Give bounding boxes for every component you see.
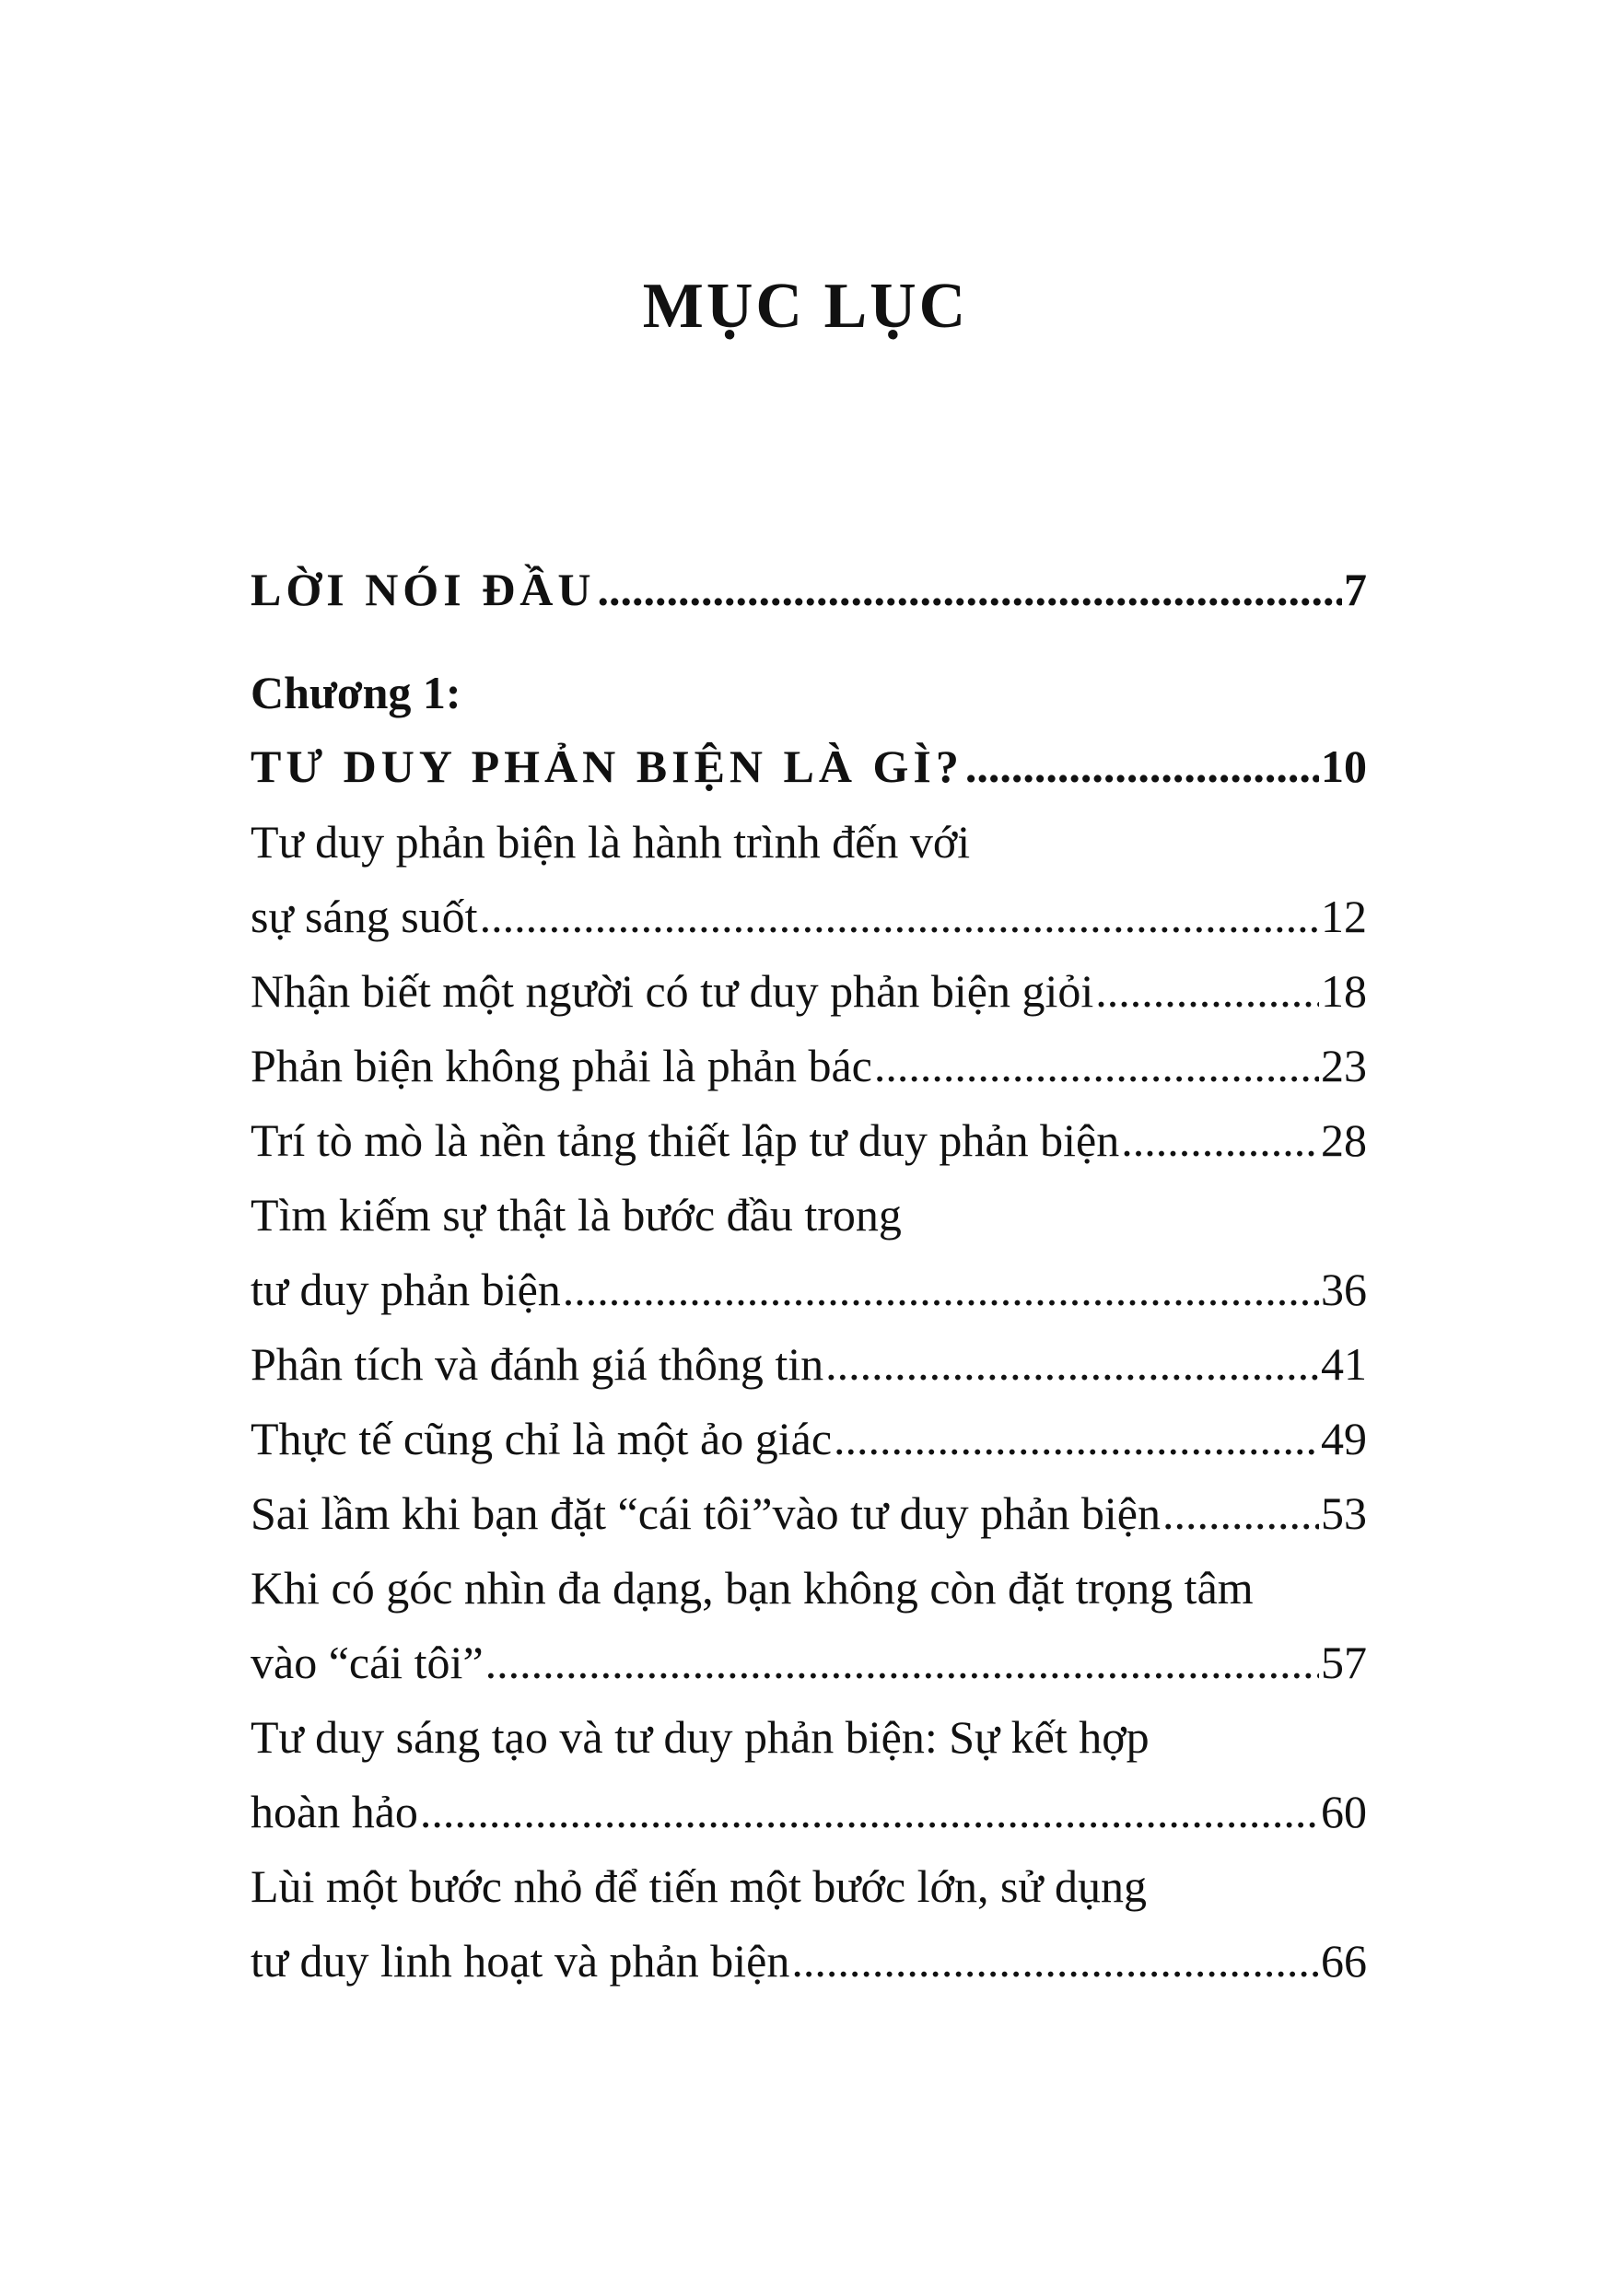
- dot-leader: [791, 1924, 1319, 1998]
- page-title: MỤC LỤC: [642, 271, 969, 342]
- toc-entry-line[interactable]: Tìm kiếm sự thật là bước đầu trong: [251, 1189, 902, 1241]
- toc-page-number: 53: [1321, 1487, 1367, 1539]
- toc-page-number: 12: [1321, 891, 1367, 942]
- toc-page-number: 7: [1344, 564, 1367, 615]
- dot-leader: [1121, 1103, 1319, 1177]
- toc-entry-label: LỜI NÓI ĐẦU: [251, 564, 596, 615]
- toc-page-number: 28: [1321, 1114, 1367, 1166]
- toc-entry-line[interactable]: tư duy phản biện ..... 36: [251, 1253, 1367, 1326]
- dot-leader: [834, 1402, 1319, 1475]
- toc-entry-line[interactable]: Lùi một bước nhỏ để tiến một bước lớn, sử dụng: [251, 1860, 1148, 1912]
- dot-leader: [1162, 1476, 1319, 1550]
- dot-leader: [1095, 954, 1319, 1028]
- toc-entry-line[interactable]: sự sáng suốt ..... 12: [251, 880, 1367, 953]
- toc-entry-line[interactable]: Phân tích và đánh giá thông tin ..... 41: [251, 1327, 1367, 1401]
- toc-page-number: 23: [1321, 1040, 1367, 1091]
- toc-entry-line[interactable]: Tư duy phản biện là hành trình đến với: [251, 816, 971, 868]
- dot-leader: [485, 1626, 1319, 1699]
- toc-page-number: 49: [1321, 1413, 1367, 1464]
- toc-page-number: 57: [1321, 1637, 1367, 1688]
- dot-leader: [825, 1327, 1319, 1401]
- toc-entry-line[interactable]: Sai lầm khi bạn đặt “cái tôi”vào tư duy phản biện ..... 53: [251, 1476, 1367, 1550]
- toc-entry-line[interactable]: Nhận biết một người có tư duy phản biện giỏi ..... 18: [251, 954, 1367, 1028]
- toc-entry-line[interactable]: Khi có góc nhìn đa dạng, bạn không còn đặt trọng tâm: [251, 1562, 1254, 1614]
- toc-entry-line[interactable]: Phản biện không phải là phản bác ..... 23: [251, 1029, 1367, 1102]
- toc-entry-line[interactable]: hoàn hảo ..... 60: [251, 1775, 1367, 1848]
- chapter-number-label: Chương 1:: [251, 667, 461, 718]
- dot-leader: [480, 880, 1319, 953]
- toc-entry-line[interactable]: Trí tò mò là nền tảng thiết lập tư duy phản biện ..... 28: [251, 1103, 1367, 1177]
- toc-page-number: 36: [1321, 1264, 1367, 1315]
- dot-leader: [563, 1253, 1319, 1326]
- toc-page-number: 60: [1321, 1786, 1367, 1837]
- toc-page-number: 66: [1321, 1935, 1367, 1987]
- toc-entry-front-matter[interactable]: [251, 553, 1367, 626]
- dot-leader: [965, 729, 1319, 803]
- toc-entry-line[interactable]: Thực tế cũng chỉ là một ảo giác ..... 49: [251, 1402, 1367, 1475]
- toc-page-number: 41: [1321, 1338, 1367, 1390]
- dot-leader: [597, 553, 1342, 626]
- toc-entry-line[interactable]: Tư duy sáng tạo và tư duy phản biện: Sự kết hợp: [251, 1711, 1150, 1763]
- dot-leader: [420, 1775, 1319, 1848]
- toc-entry-chapter-1[interactable]: [251, 729, 1367, 803]
- toc-page-number: 10: [1321, 740, 1367, 792]
- chapter-title: TƯ DUY PHẢN BIỆN LÀ GÌ?: [251, 740, 963, 792]
- toc-entry-line[interactable]: vào “cái tôi” ..... 57: [251, 1626, 1367, 1699]
- toc-entry-line[interactable]: tư duy linh hoạt và phản biện ..... 66: [251, 1924, 1367, 1998]
- dot-leader: [874, 1029, 1319, 1102]
- toc-page-number: 18: [1321, 965, 1367, 1017]
